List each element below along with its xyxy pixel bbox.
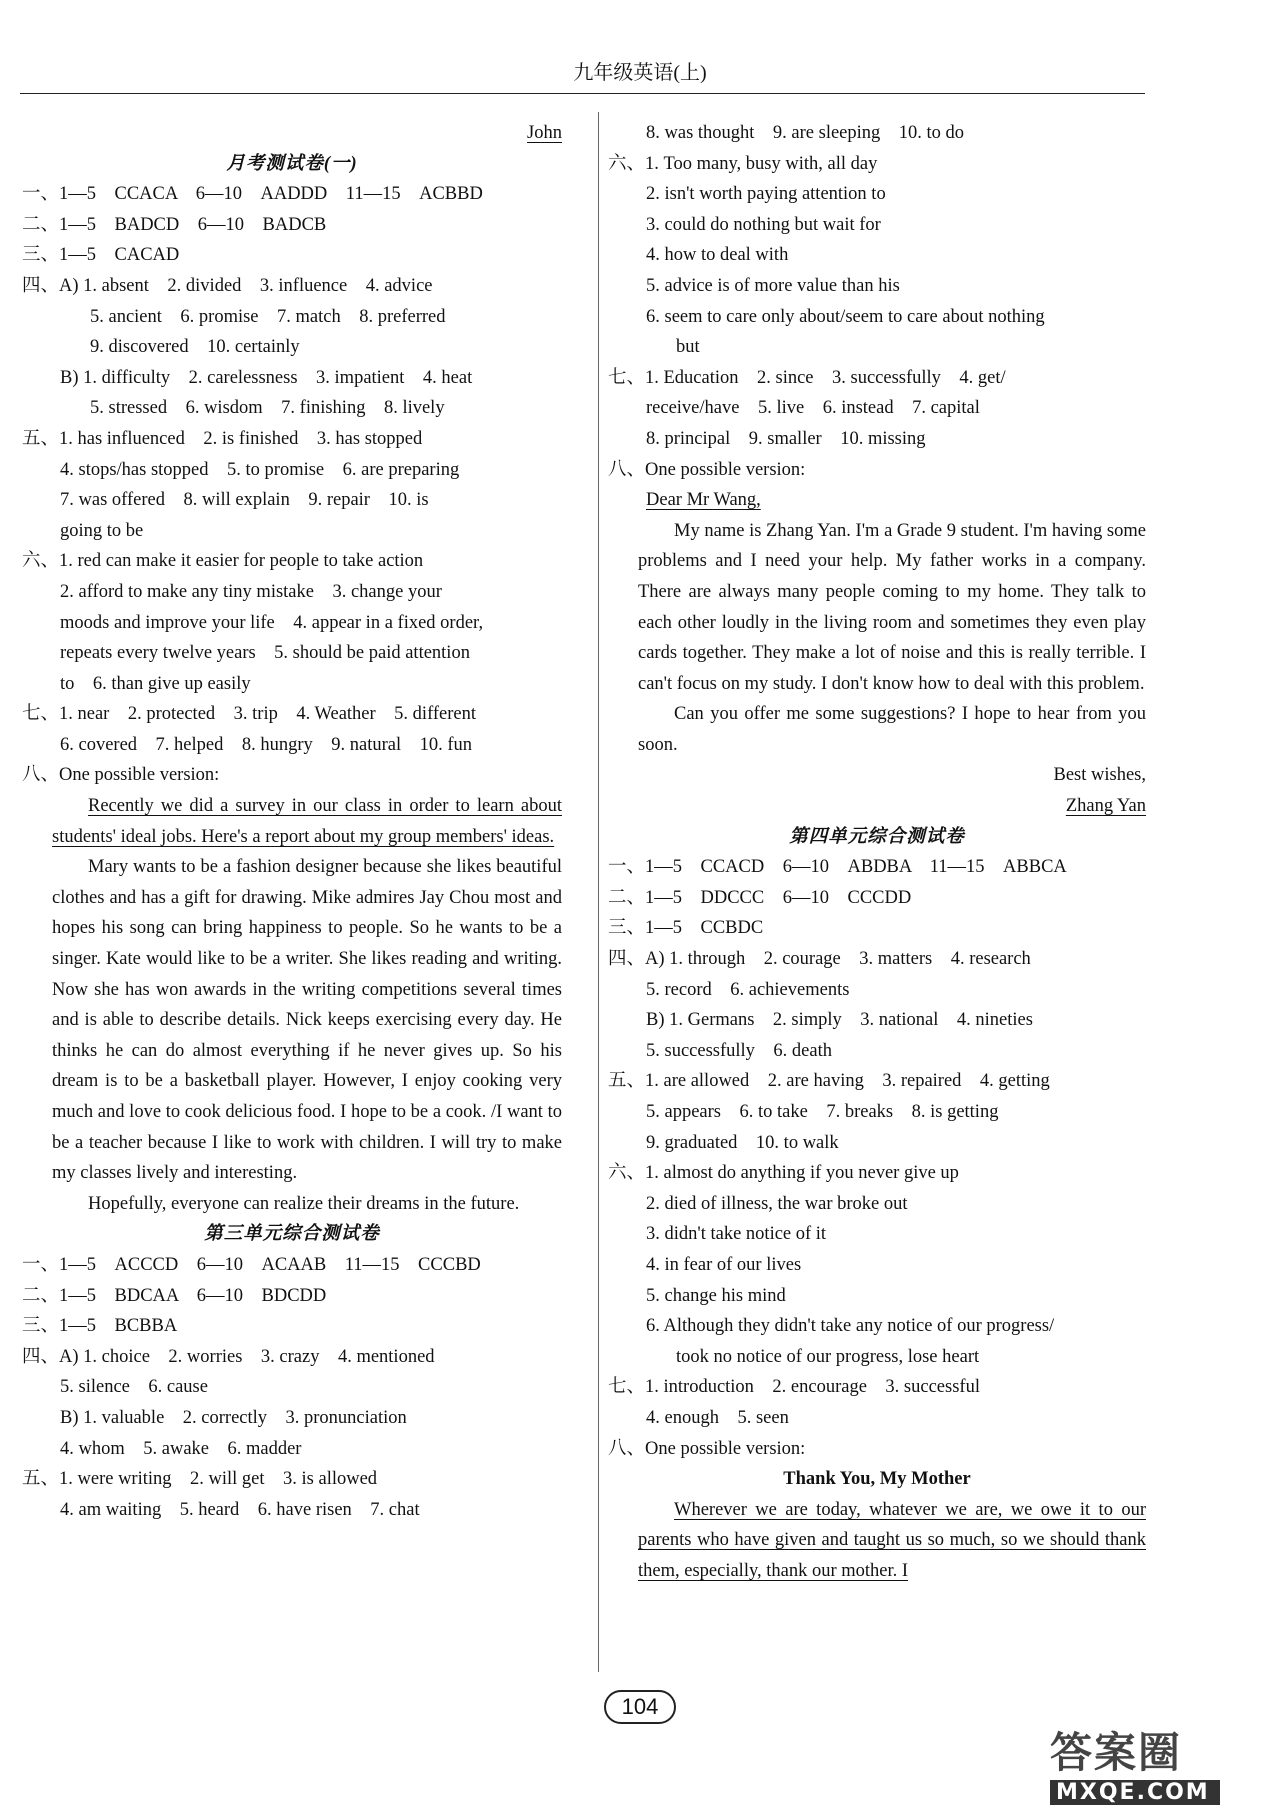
watermark-bottom: MXQE.COM [1050, 1780, 1220, 1805]
left-answer2-line: 4. whom 5. awake 6. madder [60, 1438, 302, 1459]
right-answer2-line: Thank You, My Mother [783, 1469, 971, 1490]
right-answer2-line: 5. change his mind [646, 1285, 786, 1306]
right-answer2-line: 四、A) 1. through 2. courage 3. matters 4. research [608, 949, 1031, 970]
left-answer-line: 5. stressed 6. wisdom 7. finishing 8. lively [90, 398, 445, 419]
right-column [608, 118, 1146, 1587]
letter-paragraph-2: Can you offer me some suggestions? I hope to hear from you soon. [638, 704, 1146, 755]
right-answer-line: 5. advice is of more value than his [646, 275, 900, 296]
left-answer-line: 八、One possible version: [22, 765, 220, 786]
right-answer-line: 8. principal 9. smaller 10. missing [646, 428, 926, 449]
right-answer-line: receive/have 5. live 6. instead 7. capital [646, 398, 980, 419]
right-answer2-line: 5. appears 6. to take 7. breaks 8. is getting [646, 1102, 999, 1122]
right-answer2-line: 2. died of illness, the war broke out [646, 1193, 908, 1214]
right-answer2-line: 八、One possible version: [608, 1438, 806, 1459]
right-answer2-line: 3. didn't take notice of it [646, 1224, 827, 1245]
left-column [22, 118, 562, 1525]
left-answer-line: 9. discovered 10. certainly [90, 337, 300, 358]
right-answer2-line: 五、1. are allowed 2. are having 3. repaired 4. getting [608, 1071, 1050, 1092]
left-answer-line: 一、1—5 CCACA 6—10 AADDD 11—15 ACBBD [22, 184, 483, 205]
left-answer2-line: 5. silence 6. cause [60, 1377, 208, 1398]
left-answer-line: 4. stops/has stopped 5. to promise 6. are preparing [60, 459, 460, 480]
left-answer-line: 6. covered 7. helped 8. hungry 9. natural 10. fun [60, 734, 473, 755]
right-answer2-line: 9. graduated 10. to walk [646, 1132, 839, 1153]
right-answer2-line: 第四单元综合测试卷 [789, 826, 965, 847]
left-answer-line: John [527, 123, 562, 143]
right-answer2-line: 6. Although they didn't take any notice of our progress/ [646, 1316, 1055, 1337]
page-header [0, 0, 1280, 100]
left-answer2-line: 第三单元综合测试卷 [204, 1224, 380, 1245]
letter-paragraph-1: My name is Zhang Yan. I'm a Grade 9 student. I'm having some problems and I need your help. My father works in a company. There are always many people coming to my home. They talk to each other loudly in the living room and sometimes they even play cards together. They make a lot of noise and this is really terrible. I can't focus on my study. I don't know how to deal with this problem. [638, 520, 1146, 694]
essay-conclusion: Hopefully, everyone can realize their dreams in the future. [88, 1193, 520, 1214]
essay-body: Mary wants to be a fashion designer because she likes beautiful clothes and has a gift for drawing. Mike admires Jay Chou most and hopes his song can bring happiness to people. So he wants to be a singer. Kate would like to be a writer. She likes reading and writing. Now she has won awards in the writing competitions several times and is able to describe details. Nick keeps exercising every day. He thinks he can do almost everything if he never gives up. So his dream is to be a basketball player. However, I enjoy cooking very much and love to cook delicious food. I hope to be a cook. /I want to be a teacher because I like to work with children. I will try to make my classes lively and interesting. [52, 857, 562, 1184]
left-answer-line: 五、1. has influenced 2. is finished 3. has stopped [22, 428, 423, 449]
right-answer-line: 2. isn't worth paying attention to [646, 184, 886, 205]
right-answer2-line: 5. record 6. achievements [646, 979, 850, 1000]
essay-thank-mother: Wherever we are today, whatever we are, we owe it to our parents who have given and taught us so much, so we should thank them, especially, thank our mother. I [638, 1499, 1146, 1581]
right-answer2-line: 4. enough 5. seen [646, 1407, 789, 1428]
left-answer-line: 三、1—5 CACAD [22, 245, 180, 266]
right-answer-line: 八、One possible version: [608, 459, 806, 480]
right-answer-line: 六、1. Too many, busy with, all day [608, 153, 878, 174]
left-answer-line: 四、A) 1. absent 2. divided 3. influence 4. advice [22, 275, 433, 296]
right-answer2-line: 一、1—5 CCACD 6—10 ABDBA 11—15 ABBCA [608, 857, 1067, 878]
right-answer-line: 七、1. Education 2. since 3. successfully 4. get/ [608, 367, 1006, 388]
left-answer2-line: 一、1—5 ACCCD 6—10 ACAAB 11—15 CCCBD [22, 1254, 481, 1275]
watermark-logo [1050, 1720, 1220, 1805]
left-answer-line: 二、1—5 BADCD 6—10 BADCB [22, 214, 327, 235]
right-answer-line: 4. how to deal with [646, 245, 789, 266]
unit4-test-answers [608, 822, 1146, 1495]
letter-closing: Best wishes, [1053, 765, 1146, 786]
right-answer-line: 3. could do nothing but wait for [646, 214, 881, 235]
letter-signature: Zhang Yan [1065, 796, 1146, 817]
left-answer-line: to 6. than give up easily [60, 673, 251, 694]
right-answer2-line: 二、1—5 DDCCC 6—10 CCCDD [608, 887, 912, 908]
left-answer2-line: 三、1—5 BCBBA [22, 1316, 178, 1337]
right-answer2-line: 4. in fear of our lives [646, 1254, 802, 1275]
left-answer-line: 七、1. near 2. protected 3. trip 4. Weather 5. different [22, 704, 477, 725]
left-answer-line: 2. afford to make any tiny mistake 3. change your [60, 581, 442, 602]
header-rule [20, 93, 1145, 94]
right-answer-line: Dear Mr Wang, [646, 490, 761, 511]
left-answer-line: repeats every twelve years 5. should be paid attention [60, 643, 470, 664]
left-answer2-line: 五、1. were writing 2. will get 3. is allowed [22, 1469, 378, 1490]
left-answer-lines [22, 118, 562, 791]
left-answer-line: 六、1. red can make it easier for people to take action [22, 551, 424, 572]
left-answer2-line: 二、1—5 BDCAA 6—10 BDCDD [22, 1285, 327, 1306]
left-answer-line: B) 1. difficulty 2. carelessness 3. impatient 4. heat [60, 367, 473, 388]
right-answer-line: 8. was thought 9. are sleeping 10. to do [646, 123, 965, 143]
column-divider [598, 112, 599, 1672]
left-answer2-line: 4. am waiting 5. heard 6. have risen 7. chat [60, 1499, 420, 1520]
left-answer-line: going to be [60, 520, 144, 541]
left-answer2-line: 四、A) 1. choice 2. worries 3. crazy 4. mentioned [22, 1346, 435, 1367]
watermark-top: 答案圈 [1050, 1728, 1183, 1777]
left-answer-line: moods and improve your life 4. appear in a fixed order, [60, 612, 484, 633]
right-answer-line: but [676, 337, 700, 358]
right-answer-line: 6. seem to care only about/seem to care about nothing [646, 306, 1045, 327]
left-answer-line: 月考测试卷(一) [226, 153, 358, 174]
right-answer2-line: took no notice of our progress, lose heart [676, 1346, 980, 1367]
unit3-test-answers [22, 1219, 562, 1525]
left-answer-line: 7. was offered 8. will explain 9. repair 10. is [60, 490, 429, 511]
book-title: 九年级英语(上) [573, 62, 707, 84]
right-answer2-line: 七、1. introduction 2. encourage 3. successful [608, 1377, 980, 1398]
page-number-badge: 104 [604, 1690, 677, 1724]
left-answer2-line: B) 1. valuable 2. correctly 3. pronunciation [60, 1407, 407, 1428]
essay-intro: Recently we did a survey in our class in order to learn about students' ideal jobs. Here's a report about my group members' ideas. [52, 796, 562, 847]
right-answer2-line: 六、1. almost do anything if you never give up [608, 1163, 959, 1184]
left-answer-line: 5. ancient 6. promise 7. match 8. preferred [90, 306, 446, 327]
page-number [0, 1690, 1280, 1724]
right-answer2-line: 5. successfully 6. death [646, 1040, 832, 1061]
right-answer2-line: 三、1—5 CCBDC [608, 918, 764, 939]
right-answer-lines [608, 118, 1146, 516]
right-answer2-line: B) 1. Germans 2. simply 3. national 4. nineties [646, 1010, 1033, 1031]
